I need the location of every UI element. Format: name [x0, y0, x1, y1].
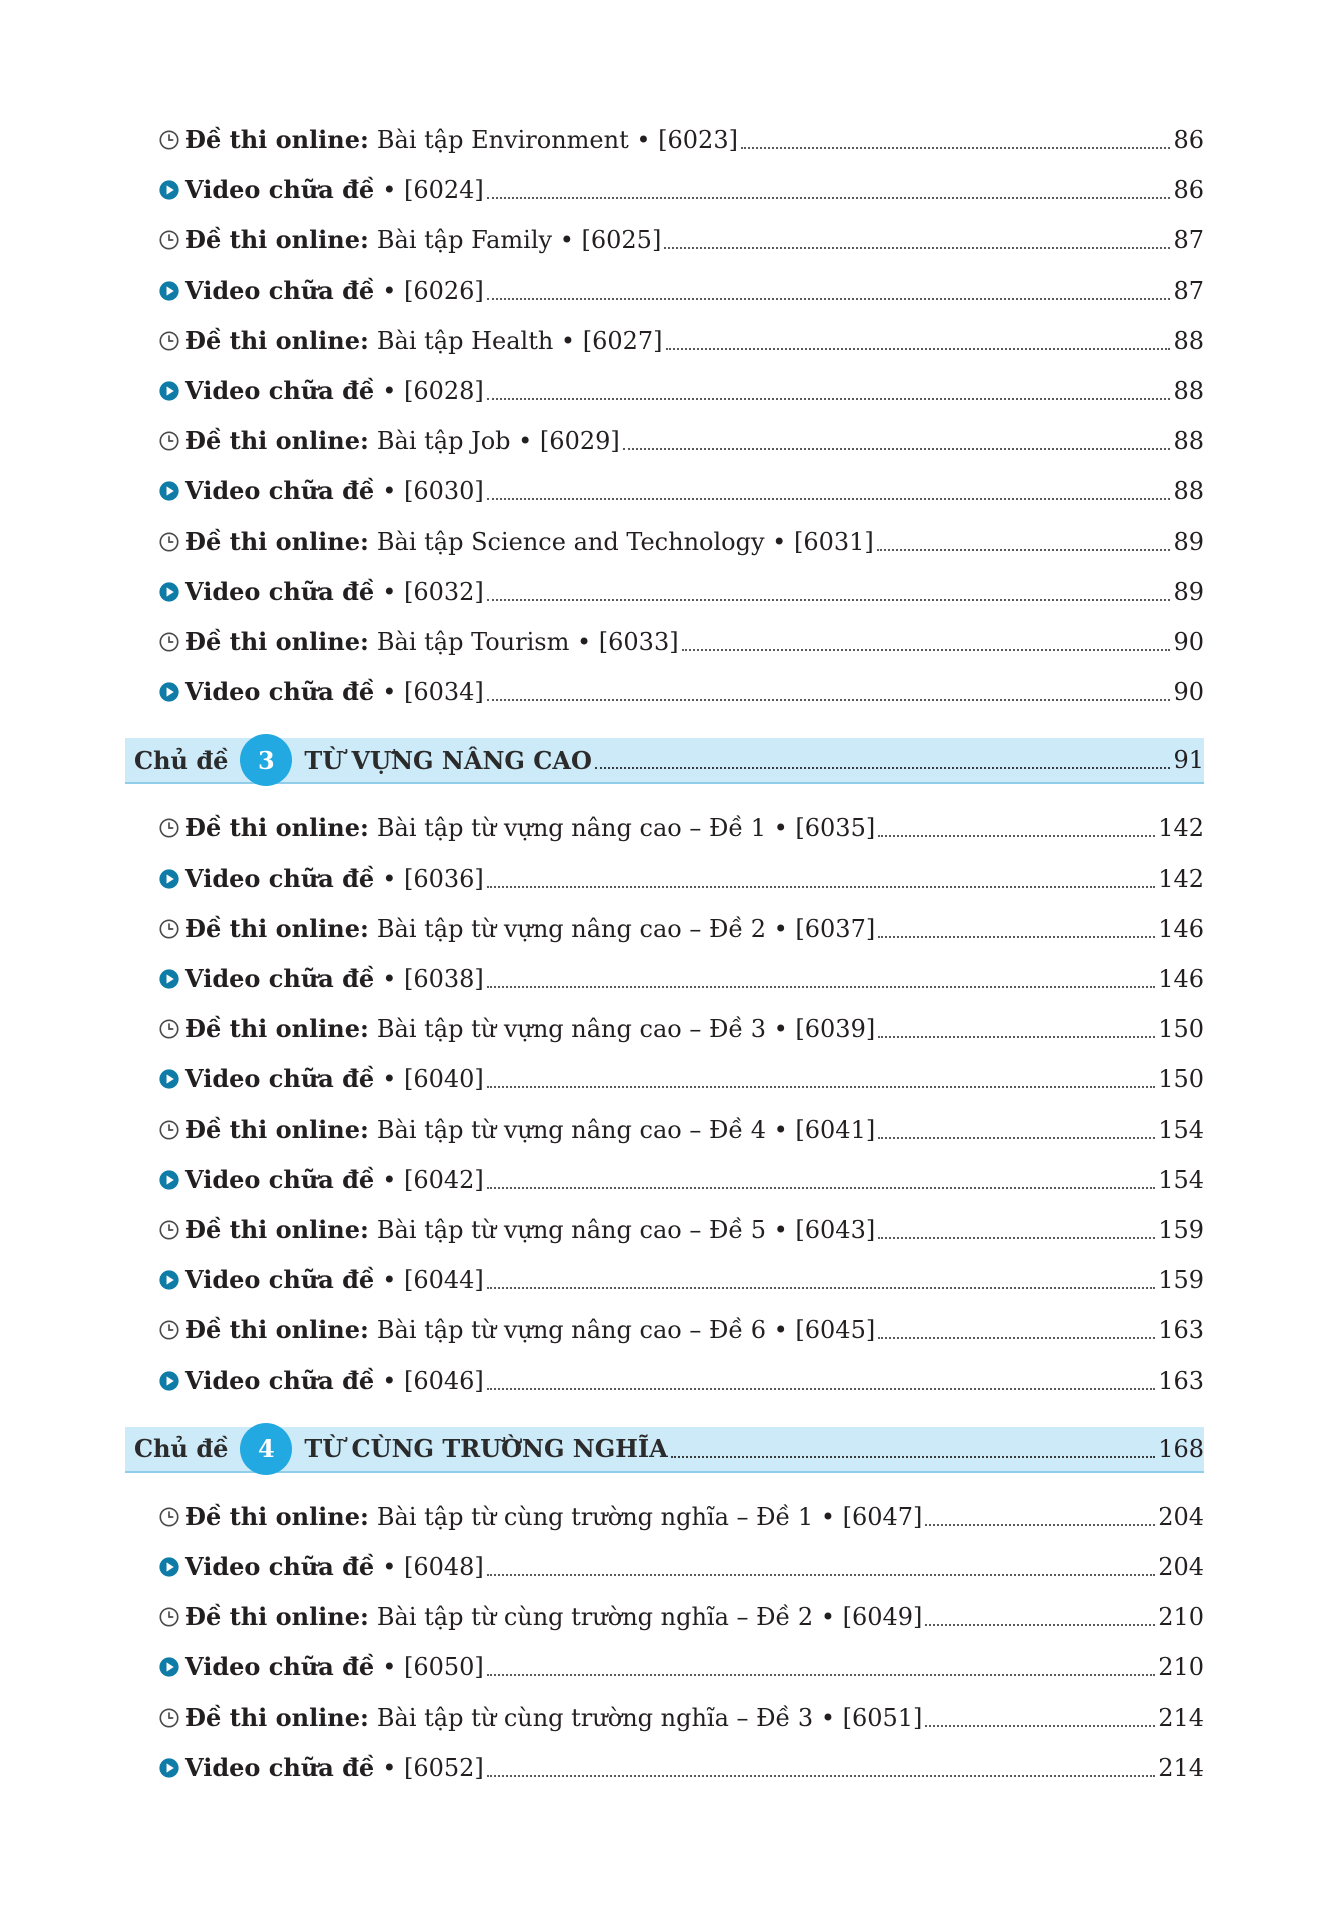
entry-text: Bài tập Tourism • [6033] [376, 628, 679, 656]
entry-label: Đề thi online: [185, 526, 369, 556]
dot-leader [595, 767, 1171, 769]
page-number: 90 [1173, 678, 1204, 707]
section-title: TỪ VỰNG NÂNG CAO [304, 745, 592, 775]
section-keyword: Chủ đề [134, 745, 229, 775]
entry-label: Đề thi online: [185, 1315, 369, 1345]
entry-text: Bài tập Health • [6027] [376, 326, 663, 355]
clock-icon [158, 1606, 180, 1628]
page-number: 159 [1158, 1266, 1204, 1295]
page-number: 168 [1158, 1434, 1204, 1463]
play-circle-icon [158, 1757, 180, 1779]
entry-text: • [6028] [382, 377, 484, 405]
entry-label: Video chữa đề [185, 1164, 375, 1194]
toc-entry-video[interactable] [158, 1162, 1204, 1198]
dot-leader [487, 498, 1171, 500]
dot-leader [671, 1456, 1155, 1458]
dot-leader [487, 1187, 1155, 1189]
entry-label: Video chữa đề [185, 476, 375, 506]
play-circle-icon [158, 179, 180, 201]
entry-label: Đề thi online: [185, 1215, 369, 1244]
page-number: 146 [1158, 914, 1204, 943]
toc-entry-exam[interactable] [158, 524, 1204, 560]
clock-icon [158, 1506, 180, 1528]
page-number: 154 [1158, 1165, 1204, 1194]
toc-entry-exam[interactable] [158, 423, 1204, 459]
entry-text: • [6046] [382, 1366, 484, 1395]
dot-leader [878, 1237, 1155, 1239]
toc-entry-video[interactable] [158, 473, 1204, 509]
play-circle-icon [158, 280, 180, 302]
entry-label: Video chữa đề [185, 1752, 375, 1782]
clock-icon [158, 1119, 180, 1141]
entry-text: • [6052] [382, 1753, 484, 1782]
page-number: 142 [1158, 864, 1204, 893]
entry-text: • [6038] [382, 965, 484, 993]
toc-entry-exam[interactable] [158, 222, 1204, 258]
entry-label: Đề thi online: [185, 225, 369, 255]
entry-text: • [6024] [382, 176, 484, 205]
clock-icon [158, 1018, 180, 1040]
entry-text: Bài tập từ cùng trường nghĩa – Đề 2 • [6049] [376, 1603, 923, 1632]
entry-label: Video chữa đề [185, 275, 375, 305]
entry-text: Bài tập từ vựng nâng cao – Đề 5 • [6043] [376, 1216, 876, 1244]
entry-label: Video chữa đề [185, 1552, 375, 1581]
entry-text: • [6026] [382, 276, 484, 305]
page-number: 88 [1173, 477, 1204, 506]
play-circle-icon [158, 1656, 180, 1678]
toc-entry-exam[interactable] [158, 1700, 1204, 1736]
entry-text: • [6044] [382, 1266, 484, 1295]
dot-leader [666, 348, 1171, 350]
section-number-badge: 4 [240, 1423, 292, 1475]
entry-text: • [6034] [382, 678, 484, 707]
dot-leader [925, 1725, 1155, 1727]
play-circle-icon [158, 681, 180, 703]
page-number: 88 [1173, 377, 1204, 405]
clock-icon [158, 330, 180, 352]
clock-icon [158, 1319, 180, 1341]
dot-leader [878, 1337, 1155, 1339]
dot-leader [487, 1086, 1155, 1088]
toc-entry-video[interactable] [158, 1363, 1204, 1399]
entry-text: • [6048] [382, 1553, 484, 1581]
page-number: 204 [1158, 1502, 1204, 1531]
play-circle-icon [158, 1556, 180, 1578]
entry-text: • [6030] [382, 477, 484, 506]
page-number: 210 [1158, 1653, 1204, 1682]
dot-leader [487, 1287, 1155, 1289]
page-number: 91 [1173, 746, 1204, 775]
entry-label: Đề thi online: [185, 125, 369, 154]
page-number: 214 [1158, 1753, 1204, 1782]
play-circle-icon [158, 380, 180, 402]
entry-text: • [6042] [382, 1165, 484, 1194]
entry-label: Đề thi online: [185, 813, 369, 843]
page-number: 89 [1173, 527, 1204, 556]
entry-label: Video chữa đề [185, 1064, 375, 1094]
dot-leader [487, 398, 1171, 400]
entry-label: Đề thi online: [185, 426, 369, 456]
section-number-badge: 3 [240, 734, 292, 786]
toc-entry-video[interactable] [158, 373, 1204, 409]
dot-leader [487, 886, 1155, 888]
clock-icon [158, 918, 180, 940]
dot-leader [878, 835, 1155, 837]
entry-text: • [6032] [382, 577, 484, 606]
page-number: 150 [1158, 1015, 1204, 1044]
dot-leader [487, 1388, 1155, 1390]
toc-entry-exam[interactable] [158, 323, 1204, 359]
toc-entry-exam[interactable] [158, 1112, 1204, 1148]
toc-entry-video[interactable] [158, 172, 1204, 208]
entry-label: Đề thi online: [185, 1702, 369, 1732]
dot-leader [878, 1036, 1155, 1038]
page-number: 87 [1173, 226, 1204, 255]
page-number: 163 [1158, 1366, 1204, 1395]
toc-entry-exam[interactable] [158, 1499, 1204, 1535]
entry-label: Đề thi online: [185, 325, 369, 355]
toc-entry-video[interactable] [158, 674, 1204, 710]
play-circle-icon [158, 480, 180, 502]
entry-text: • [6050] [382, 1653, 484, 1682]
entry-label: Video chữa đề [185, 1652, 375, 1682]
entry-label: Video chữa đề [185, 863, 375, 893]
toc-entry-exam[interactable] [158, 122, 1204, 158]
dot-leader [682, 649, 1171, 651]
toc-entry-exam[interactable] [158, 810, 1204, 846]
entry-text: Bài tập từ vựng nâng cao – Đề 2 • [6037] [376, 914, 876, 943]
clock-icon [158, 631, 180, 653]
entry-text: Bài tập từ vựng nâng cao – Đề 1 • [6035] [376, 814, 876, 843]
entry-label: Đề thi online: [185, 1602, 369, 1632]
entry-text: • [6036] [382, 864, 484, 893]
dot-leader [925, 1624, 1155, 1626]
entry-label: Video chữa đề [185, 1365, 375, 1395]
toc-entry-video[interactable] [158, 1262, 1204, 1298]
clock-icon [158, 129, 180, 151]
entry-text: Bài tập Job • [6029] [376, 427, 620, 456]
toc-entry-video[interactable] [158, 961, 1204, 997]
entry-text: • [6040] [382, 1065, 484, 1094]
page-number: 87 [1173, 276, 1204, 305]
page-number: 159 [1158, 1216, 1204, 1244]
dot-leader [878, 936, 1155, 938]
toc-entry-exam[interactable] [158, 1011, 1204, 1047]
dot-leader [487, 1775, 1155, 1777]
clock-icon [158, 531, 180, 553]
page-number: 86 [1173, 126, 1204, 154]
toc-entry-video[interactable] [158, 273, 1204, 309]
entry-label: Đề thi online: [185, 913, 369, 943]
clock-icon [158, 817, 180, 839]
toc-entry-exam[interactable] [158, 624, 1204, 660]
entry-label: Video chữa đề [185, 1265, 375, 1295]
dot-leader [487, 599, 1171, 601]
dot-leader [878, 1137, 1155, 1139]
entry-text: Bài tập từ vựng nâng cao – Đề 4 • [6041] [376, 1115, 876, 1144]
dot-leader [623, 448, 1171, 450]
toc-entry-video[interactable] [158, 1750, 1204, 1786]
dot-leader [487, 197, 1171, 199]
entry-label: Video chữa đề [185, 964, 375, 993]
toc-entry-video[interactable] [158, 1061, 1204, 1097]
page-number: 210 [1158, 1603, 1204, 1632]
play-circle-icon [158, 581, 180, 603]
play-circle-icon [158, 1068, 180, 1090]
entry-label: Video chữa đề [185, 576, 375, 606]
page-number: 146 [1158, 965, 1204, 993]
section-title: TỪ CÙNG TRƯỜNG NGHĨA [304, 1434, 668, 1464]
entry-text: Bài tập Science and Technology • [6031] [376, 527, 874, 556]
clock-icon [158, 430, 180, 452]
toc-entry-video[interactable] [158, 1549, 1204, 1585]
toc-entry-video[interactable] [158, 574, 1204, 610]
play-circle-icon [158, 1269, 180, 1291]
entry-label: Video chữa đề [185, 376, 375, 405]
section-header[interactable] [125, 1427, 1204, 1473]
toc-entry-exam[interactable] [158, 1312, 1204, 1348]
entry-text: Bài tập Family • [6025] [376, 226, 662, 255]
entry-label: Đề thi online: [185, 1114, 369, 1144]
play-circle-icon [158, 1169, 180, 1191]
page-number: 86 [1173, 176, 1204, 205]
page-number: 88 [1173, 326, 1204, 355]
play-circle-icon [158, 1370, 180, 1392]
dot-leader [487, 699, 1171, 701]
dot-leader [741, 147, 1170, 149]
entry-label: Đề thi online: [185, 627, 369, 656]
entry-label: Video chữa đề [185, 175, 375, 205]
clock-icon [158, 1219, 180, 1241]
entry-text: Bài tập từ cùng trường nghĩa – Đề 3 • [6051] [376, 1703, 923, 1732]
dot-leader [877, 549, 1171, 551]
play-circle-icon [158, 868, 180, 890]
entry-text: Bài tập từ vựng nâng cao – Đề 6 • [6045] [376, 1316, 876, 1345]
entry-text: Bài tập từ cùng trường nghĩa – Đề 1 • [6047] [376, 1502, 923, 1531]
entry-label: Đề thi online: [185, 1014, 369, 1044]
clock-icon [158, 229, 180, 251]
page-number: 154 [1158, 1115, 1204, 1144]
section-header[interactable] [125, 738, 1204, 784]
clock-icon [158, 1707, 180, 1729]
entry-text: Bài tập Environment • [6023] [376, 126, 738, 154]
page-number: 142 [1158, 814, 1204, 843]
toc-entry-exam[interactable] [158, 1212, 1204, 1248]
toc-entry-video[interactable] [158, 861, 1204, 897]
toc-entry-video[interactable] [158, 1649, 1204, 1685]
page-number: 163 [1158, 1316, 1204, 1345]
page-number: 204 [1158, 1553, 1204, 1581]
page-number: 89 [1173, 577, 1204, 606]
dot-leader [487, 986, 1155, 988]
page-number: 214 [1158, 1703, 1204, 1732]
entry-text: Bài tập từ vựng nâng cao – Đề 3 • [6039] [376, 1015, 876, 1044]
page-number: 150 [1158, 1065, 1204, 1094]
entry-label: Video chữa đề [185, 677, 375, 707]
toc-entry-exam[interactable] [158, 911, 1204, 947]
dot-leader [487, 1674, 1155, 1676]
entry-label: Đề thi online: [185, 1501, 369, 1531]
dot-leader [487, 1574, 1155, 1576]
play-circle-icon [158, 968, 180, 990]
toc-entry-exam[interactable] [158, 1599, 1204, 1635]
dot-leader [487, 298, 1171, 300]
dot-leader [925, 1524, 1155, 1526]
dot-leader [664, 247, 1170, 249]
section-keyword: Chủ đề [134, 1434, 229, 1464]
page-number: 90 [1173, 628, 1204, 656]
page-number: 88 [1173, 427, 1204, 456]
